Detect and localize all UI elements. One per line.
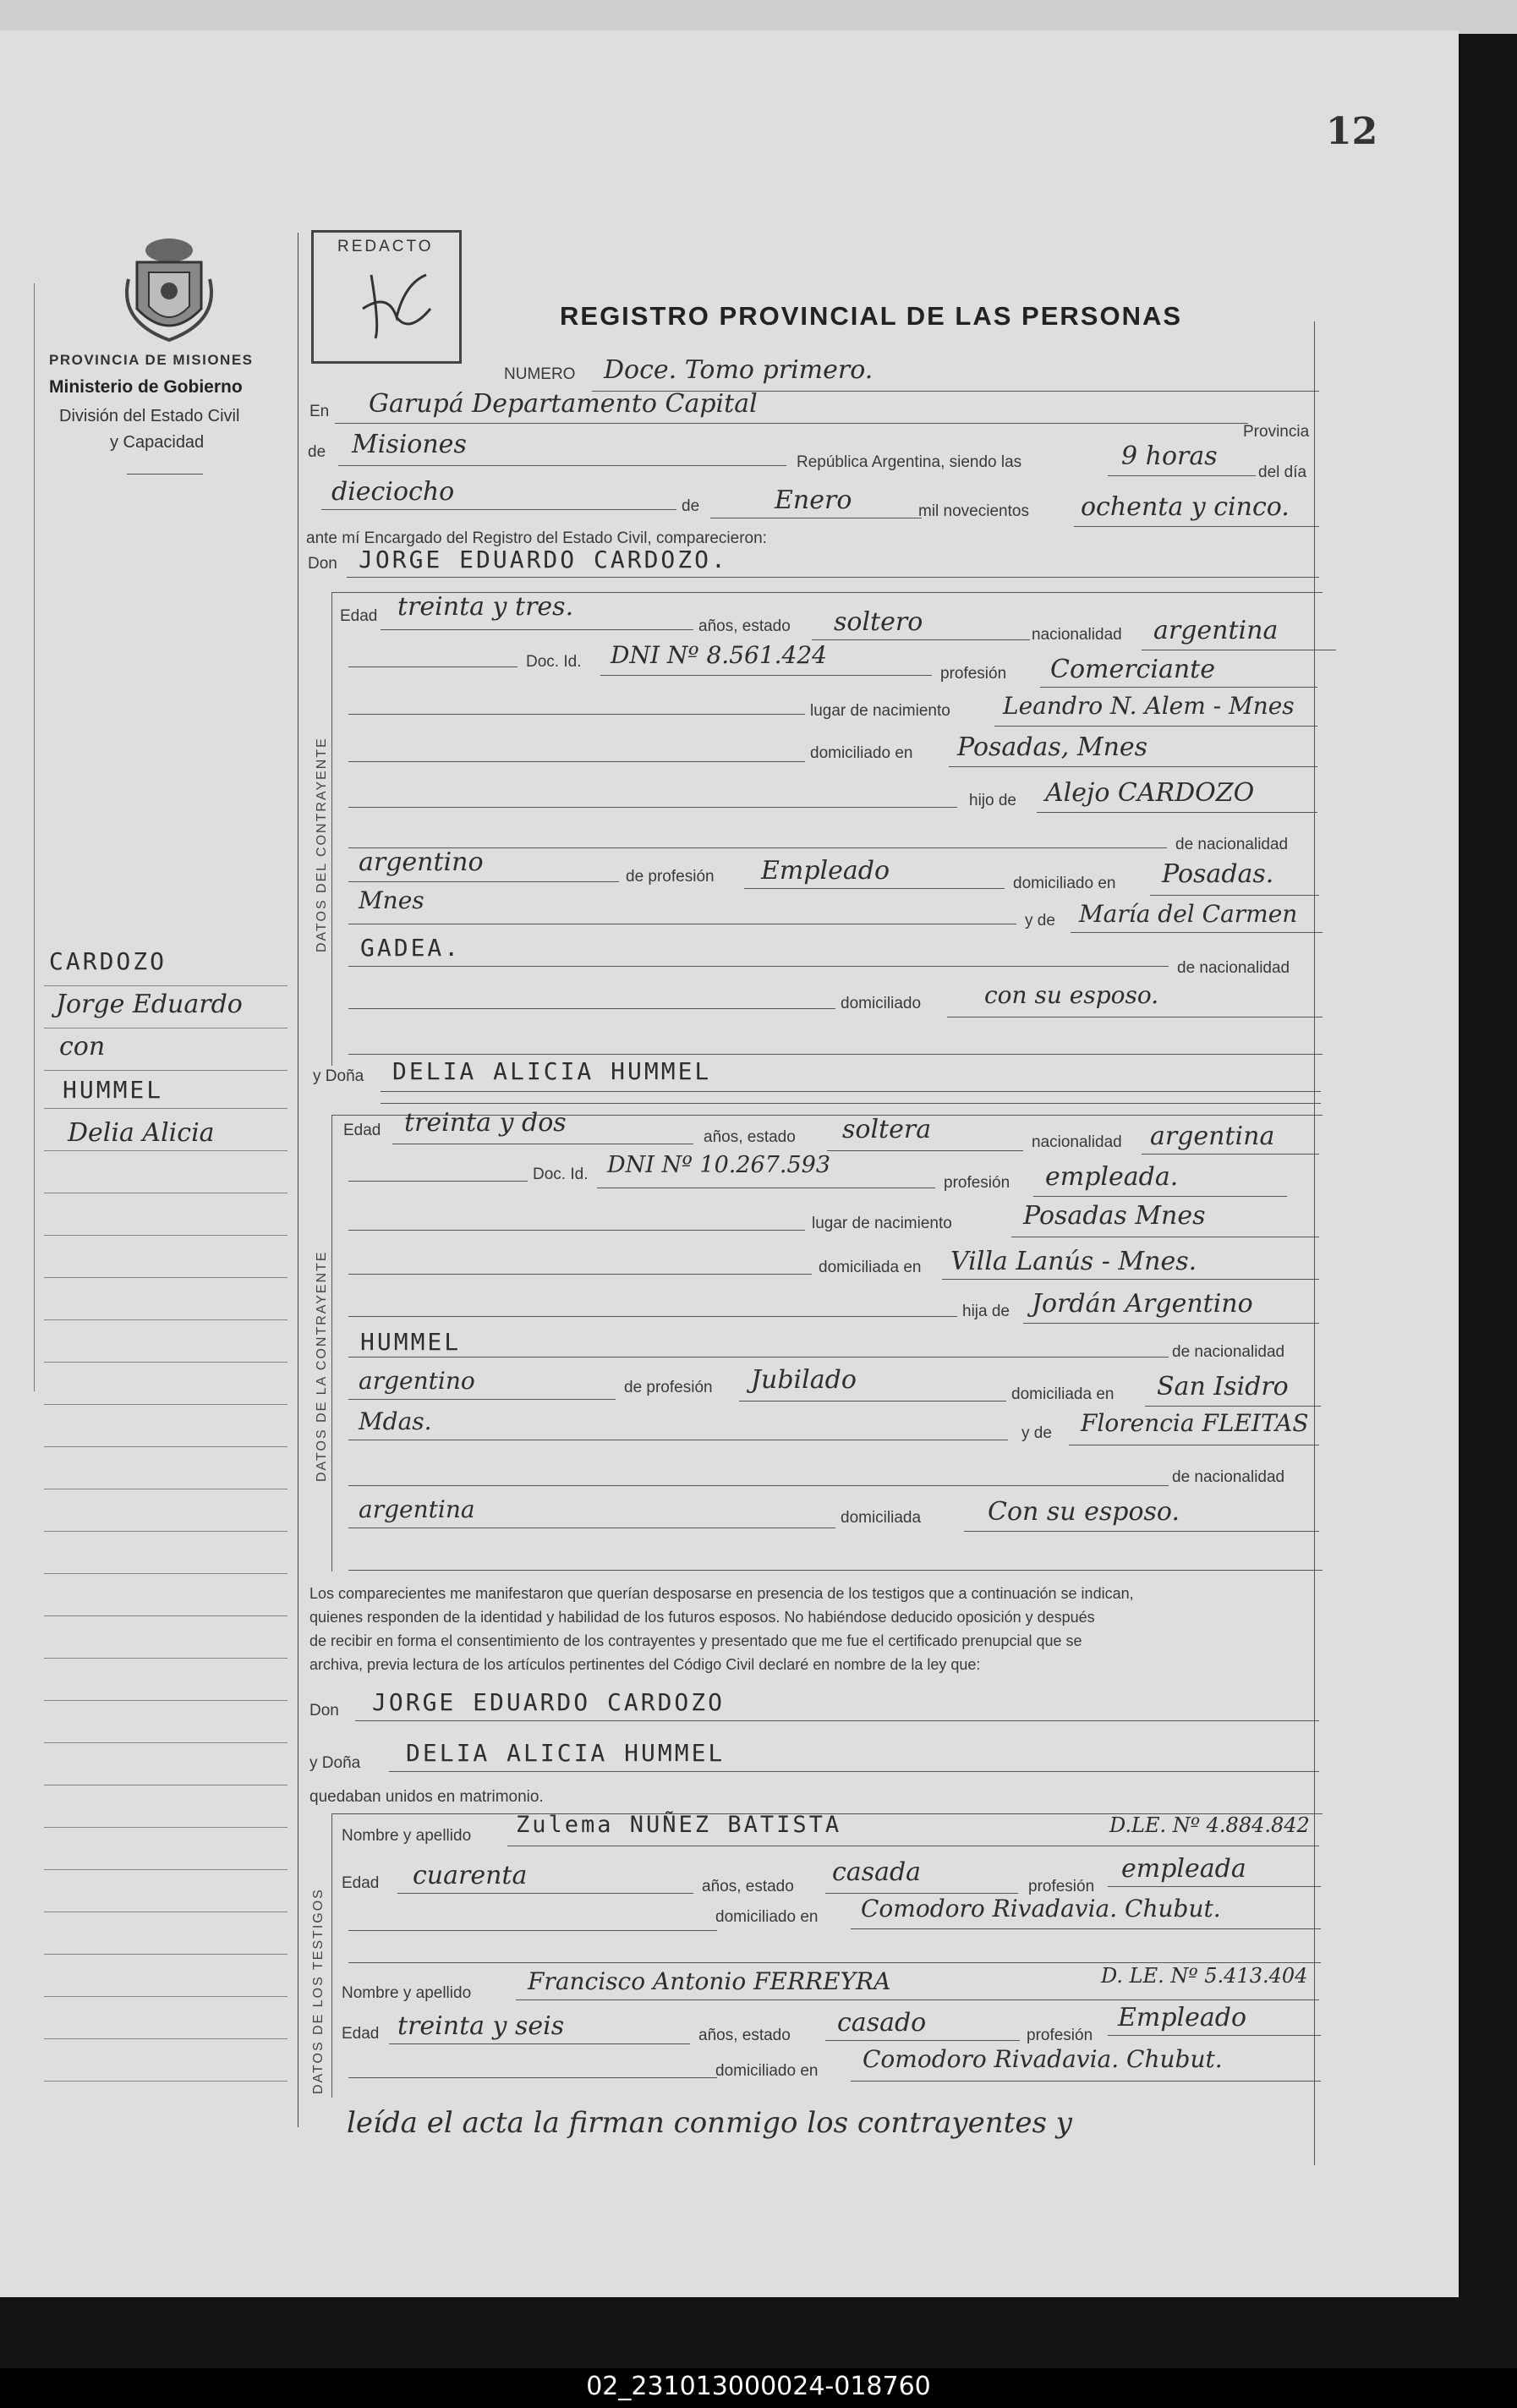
nacionalidad-value: argentina — [1153, 616, 1279, 645]
padre-nacionalidad-value: argentino — [359, 1367, 475, 1395]
margin-note-line-1: CARDOZO — [49, 947, 167, 975]
domicilio-label: domiciliada en — [819, 1259, 922, 1276]
nacionalidad-label: nacionalidad — [1032, 626, 1122, 644]
dia-value: dieciocho — [331, 477, 455, 507]
madre-value-2: GADEA. — [360, 934, 462, 962]
padre-nacionalidad-label: de nacionalidad — [1172, 1343, 1285, 1361]
lugar-value: Leandro N. Alem - Mnes — [1003, 692, 1295, 720]
doc-label: Doc. Id. — [533, 1166, 589, 1183]
footer-id: 02_231013000024-018760 — [586, 2372, 931, 2401]
margin-note-line-4: HUMMEL — [63, 1076, 164, 1104]
dona-value: DELIA ALICIA HUMMEL — [392, 1057, 712, 1085]
margin-note-line-3: con — [59, 1032, 106, 1061]
hijo-de-label: hijo de — [969, 792, 1016, 809]
t2-profesion-value: Empleado — [1118, 2003, 1247, 2032]
mil-label: mil novecientos — [918, 502, 1029, 520]
de-label: de — [308, 443, 326, 461]
t2-edad-label: Edad — [342, 2025, 380, 2043]
domicilio-value: Posadas, Mnes — [957, 732, 1148, 762]
padre-value: Jordán Argentino — [1032, 1289, 1253, 1319]
y-de-label: y de — [1021, 1424, 1052, 1442]
lugar-label: lugar de nacimiento — [812, 1215, 952, 1232]
t2-nombre-label: Nombre y apellido — [342, 1984, 472, 2002]
profesion-label: profesión — [944, 1174, 1010, 1192]
madre-value: María del Carmen — [1079, 900, 1298, 928]
division-heading-2: y Capacidad — [110, 433, 205, 452]
lugar-label: lugar de nacimiento — [810, 702, 950, 720]
page-title: REGISTRO PROVINCIAL DE LAS PERSONAS — [560, 301, 1183, 331]
padre-domicilio-label: domiciliada en — [1011, 1385, 1114, 1403]
final-don-value: JORGE EDUARDO CARDOZO — [372, 1688, 726, 1716]
padre-profesion-value: Empleado — [761, 856, 890, 886]
redacto-label: REDACTO — [337, 238, 434, 255]
t2-profesion-label: profesión — [1027, 2027, 1093, 2044]
t2-domicilio-label: domiciliado en — [715, 2062, 819, 2080]
estado-value: soltera — [842, 1115, 932, 1144]
madre-nacionalidad-value: argentina — [359, 1495, 475, 1523]
t1-doc-value: D.LE. Nº 4.884.842 — [1109, 1813, 1310, 1837]
padre-profesion-label: de profesión — [626, 868, 715, 886]
domicilio-value: Villa Lanús - Mnes. — [950, 1247, 1197, 1276]
redacto-stamp — [311, 230, 462, 364]
numero-value: Doce. Tomo primero. — [604, 355, 874, 385]
edad-value: treinta y tres. — [397, 592, 574, 622]
anio-value: ochenta y cinco. — [1081, 492, 1290, 522]
contrayenta-side-label: DATOS DE LA CONTRAYENTE — [315, 1250, 329, 1482]
t1-nombre-label: Nombre y apellido — [342, 1827, 472, 1845]
t2-estado-label: años, estado — [698, 2027, 791, 2044]
don-value: JORGE EDUARDO CARDOZO. — [359, 546, 728, 573]
t2-nombre-value: Francisco Antonio FERREYRA — [528, 1967, 891, 1995]
nacionalidad-label: nacionalidad — [1032, 1133, 1122, 1151]
domicilio-label: domiciliado en — [810, 744, 913, 762]
nacionalidad-value: argentina — [1150, 1122, 1275, 1151]
margin-note-line-5: Delia Alicia — [68, 1118, 215, 1148]
edad-label: Edad — [340, 607, 378, 625]
padre-profesion-label: de profesión — [624, 1379, 713, 1396]
provincia-label: Provincia — [1243, 423, 1310, 441]
closing-line: leída el acta la firman conmigo los contrayentes y — [347, 2106, 1072, 2140]
paragraph-line-4: archiva, previa lectura de los artículos pertinentes del Código Civil declaré en nombre de la ley que: — [309, 1656, 981, 1673]
madre-domicilio-label: domiciliado — [841, 995, 922, 1012]
doc-value: DNI Nº 8.561.424 — [611, 641, 827, 669]
madre-domicilio-value: Con su esposo. — [988, 1497, 1180, 1527]
estado-value: soltero — [834, 607, 923, 637]
da-nacionalidad-label: de nacionalidad — [1175, 836, 1289, 853]
division-heading: División del Estado Civil — [59, 407, 240, 425]
del-dia-label: del día — [1258, 463, 1307, 481]
padre-domicilio-value: San Isidro — [1157, 1372, 1289, 1401]
final-don-label: Don — [309, 1702, 339, 1720]
t1-edad-label: Edad — [342, 1874, 380, 1892]
republica-label: República Argentina, siendo las — [797, 453, 1022, 471]
margin-note-line-2: Jorge Eduardo — [56, 990, 243, 1019]
t2-edad-value: treinta y seis — [397, 2011, 565, 2041]
redacto-initials — [346, 258, 439, 351]
paragraph-line-3: de recibir en forma el consentimiento de los contrayentes y presentado que me fue el certificado prenupcial que se — [309, 1632, 1082, 1649]
edad-value: treinta y dos — [404, 1108, 567, 1138]
paragraph-line-2: quienes responden de la identidad y habilidad de los futuros esposos. No habiéndose deducido oposición y después — [309, 1609, 1095, 1626]
quedaban-text: quedaban unidos en matrimonio. — [309, 1788, 544, 1806]
edad-label: Edad — [343, 1122, 381, 1139]
t1-profesion-label: profesión — [1028, 1878, 1095, 1895]
mes-value: Enero — [775, 485, 852, 515]
don-label: Don — [308, 555, 337, 573]
madre-value: Florencia FLEITAS — [1081, 1409, 1309, 1437]
t1-estado-value: casada — [832, 1857, 922, 1887]
en-label: En — [309, 403, 330, 420]
t2-doc-value: D. LE. Nº 5.413.404 — [1101, 1964, 1308, 1988]
t1-estado-label: años, estado — [702, 1878, 794, 1895]
hija-de-label: hija de — [962, 1303, 1010, 1320]
contrayente-side-label: DATOS DEL CONTRAYENTE — [315, 737, 329, 952]
padre-domicilio-value-2: Mdas. — [359, 1407, 432, 1435]
dona-label: y Doña — [313, 1067, 364, 1085]
profesion-label: profesión — [940, 665, 1007, 683]
padre-domicilio-value-2: Mnes — [359, 886, 424, 914]
madre-nacionalidad-label: de nacionalidad — [1172, 1468, 1285, 1486]
t1-edad-value: cuarenta — [413, 1861, 528, 1890]
doc-value: DNI Nº 10.267.593 — [607, 1152, 831, 1178]
profesion-value: Comerciante — [1050, 655, 1215, 684]
en-value: Garupá Departamento Capital — [369, 389, 758, 419]
ante-text: ante mí Encargado del Registro del Estado Civil, comparecieron: — [306, 529, 767, 547]
t1-domicilio-label: domiciliado en — [715, 1908, 819, 1926]
coat-of-arms-emblem — [118, 228, 220, 351]
t1-nombre-value: Zulema NUÑEZ BATISTA — [516, 1812, 842, 1838]
madre-domicilio-label: domiciliada — [841, 1509, 922, 1527]
padre-value-2: HUMMEL — [360, 1328, 462, 1356]
ministry-heading: Ministerio de Gobierno — [49, 377, 243, 397]
testigos-side-label: DATOS DE LOS TESTIGOS — [311, 1888, 326, 2094]
lugar-value: Posadas Mnes — [1023, 1201, 1206, 1231]
padre-domicilio-value: Posadas. — [1162, 859, 1274, 889]
y-de-label: y de — [1025, 912, 1055, 930]
t1-domicilio-value: Comodoro Rivadavia. Chubut. — [861, 1895, 1221, 1923]
page-edge-top — [0, 0, 1517, 34]
anos-estado-label: años, estado — [698, 617, 791, 635]
paragraph-line-1: Los comparecientes me manifestaron que querían desposarse en presencia de los testigos que a continuación se indican, — [309, 1585, 1134, 1602]
de2-label: de — [682, 497, 700, 515]
doc-label: Doc. Id. — [526, 653, 582, 671]
padre-profesion-value: Jubilado — [751, 1365, 857, 1395]
horas-value: 9 horas — [1121, 442, 1218, 471]
madre-domicilio-value: con su esposo. — [984, 981, 1159, 1009]
padre-nacionalidad-value: argentino — [359, 847, 484, 877]
padre-domicilio-label: domiciliado en — [1013, 875, 1116, 892]
t1-profesion-value: empleada — [1121, 1854, 1246, 1884]
numero-label: NUMERO — [504, 365, 576, 383]
t2-estado-value: casado — [837, 2008, 927, 2038]
anos-estado-label: años, estado — [704, 1128, 796, 1146]
province-heading: PROVINCIA DE MISIONES — [49, 352, 254, 368]
madre-nacionalidad-label: de nacionalidad — [1177, 959, 1290, 977]
page-number: 12 — [1326, 110, 1378, 153]
padre-value: Alejo CARDOZO — [1045, 778, 1255, 808]
final-dona-label: y Doña — [309, 1754, 361, 1772]
t2-domicilio-value: Comodoro Rivadavia. Chubut. — [863, 2045, 1223, 2073]
profesion-value: empleada. — [1045, 1162, 1179, 1192]
final-dona-value: DELIA ALICIA HUMMEL — [406, 1739, 726, 1767]
de-value: Misiones — [352, 430, 467, 459]
